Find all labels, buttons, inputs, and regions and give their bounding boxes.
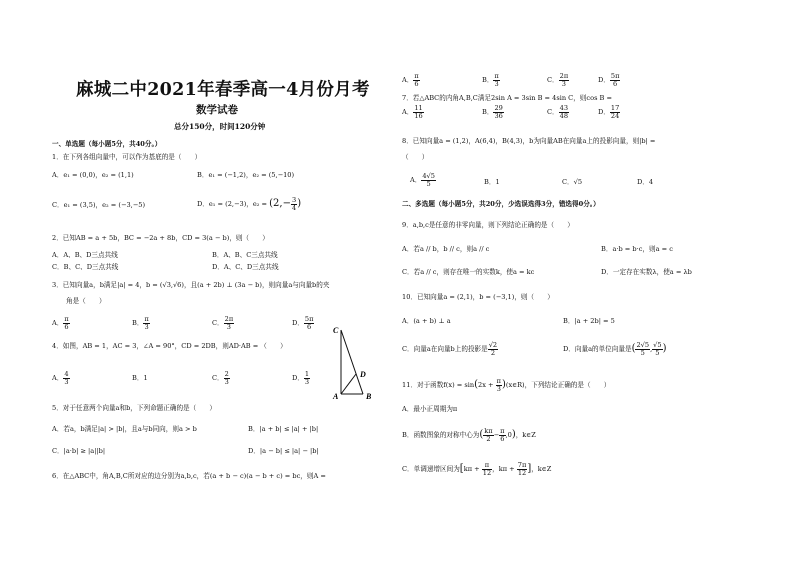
q6a-num: π (414, 71, 419, 80)
q6d-num: 5π (610, 71, 620, 80)
q1-option-d (197, 196, 301, 212)
q8-option-a (410, 172, 436, 188)
label-b: B (366, 392, 372, 401)
q10-option-b: B．|a + 2b| = 5 (563, 317, 615, 325)
q6d-den: 6 (613, 79, 618, 88)
q3a-label: A． (52, 319, 64, 327)
q3b-den: 3 (144, 322, 149, 331)
question-8-line-1: 8．已知向量a = (1,2)，A(6,4)，B(4,3)，b为向量AB在向量a上的投影向量，则|b| = (402, 137, 656, 145)
q4-option-c (212, 370, 230, 386)
q8a-label: A． (410, 176, 422, 184)
page-title: 麻城二中2021年春季高一4月份月考 (76, 80, 370, 100)
q4-option-a (52, 370, 70, 386)
q5-option-c: C．|a·b| ≥ |a||b| (52, 447, 106, 455)
q4c-den: 3 (224, 377, 229, 386)
q11b-den-2: 6 (500, 434, 505, 443)
q11c-mid: ，kπ + (492, 465, 517, 473)
exam-info: 总分150分，时间120分钟 (174, 122, 266, 131)
q4d-label: D． (292, 374, 304, 382)
q10-option-c (402, 341, 498, 357)
q4a-num: 4 (64, 369, 69, 378)
q1d-close: ) (297, 198, 302, 209)
q6c-num: 2π (559, 71, 569, 80)
q7d-num: 17 (610, 103, 620, 112)
q3a-den: 6 (64, 322, 69, 331)
question-11: 11．对于函数f(x) = sin(2x + $\frac{\pi}{3}$ )(x∈R)，下列结论正确的是（ ） (402, 376, 611, 393)
triangle-figure (330, 322, 386, 402)
q3d-label: D． (292, 319, 304, 327)
q11c-suffix: ，k∈Z (531, 465, 552, 473)
q11-suffix: (x∈R)，下列结论正确的是（ ） (505, 381, 611, 389)
q11b-num-2: π (500, 426, 505, 435)
q6b-label: B． (482, 76, 494, 84)
q5-option-b: B．|a + b| ≤ |a| + |b| (248, 425, 319, 433)
q9-option-d: D．一定存在实数λ，使a = λb (601, 268, 692, 276)
q10-option-a: A．(a + b) ⊥ a (402, 317, 451, 325)
q11c-den-2: 12 (517, 468, 527, 477)
q11-inner-num: π (496, 376, 502, 385)
section-multi-choice: 二、多选题（每小题5分，共20分，少选误选得3分，错选得0分。） (402, 200, 600, 208)
q8a-den: 5 (426, 179, 431, 188)
q4c-label: C． (212, 374, 224, 382)
q9-option-a: A．若a // b，b // c，则a // c (402, 245, 490, 253)
edge-cb (341, 330, 363, 394)
q11-prefix: 11．对于函数 (402, 381, 444, 389)
q10-option-d: D．向量a的单位向量是( $\frac{2√5}{5}$ , $\frac{√5}{5}$ ) (563, 340, 667, 357)
q1-option-c: C．e₁ = (3,5)，e₂ = (−3,−5) (52, 201, 146, 209)
q11-inner-den: 3 (496, 384, 501, 393)
q7b-label: B． (482, 108, 494, 116)
q10d-text: D．向量a的单位向量是 (563, 345, 632, 353)
q2-option-d: D．A、C、D三点共线 (212, 263, 279, 271)
q1-option-a: A．e₁ = (0,0)，e₂ = (1,1) (52, 171, 134, 179)
q7c-label: C． (547, 108, 559, 116)
question-2: 2．已知AB = a + 5b，BC = −2a + 8b，CD = 3(a − b)，则（ ） (52, 234, 269, 242)
q3c-den: 3 (226, 322, 231, 331)
q3d-num: 5π (304, 314, 314, 323)
q11c-den-1: 12 (482, 468, 492, 477)
q1d-open: (2,− (269, 198, 291, 209)
question-1: 1．在下列各组向量中，可以作为基底的是（ ） (52, 153, 202, 161)
q9-option-c: C．若a // c，则存在唯一的实数k，使a = kc (402, 268, 535, 276)
q6-option-a (402, 72, 420, 88)
q7-option-c (547, 104, 569, 120)
q10c-num: √2 (488, 340, 498, 349)
q11c-open: kπ + (463, 465, 482, 473)
q7a-label: A． (402, 108, 414, 116)
q7-option-d (598, 104, 620, 120)
q7a-num: 11 (414, 103, 423, 112)
q4d-den: 3 (304, 377, 310, 386)
q11b-suffix: ，k∈Z (515, 431, 536, 439)
q7-option-b (482, 104, 504, 120)
question-3-line-2: 角是（ ） (66, 297, 106, 305)
q6b-den: 3 (494, 79, 499, 88)
label-a: A (333, 392, 339, 401)
q6-option-c (547, 72, 569, 88)
q11-inner: 2x + (478, 381, 496, 389)
q7d-den: 24 (610, 111, 620, 120)
q10c-den: 2 (490, 348, 496, 357)
q7d-label: D． (598, 108, 610, 116)
q11-option-a: A．最小正周期为π (402, 405, 458, 413)
q2-option-c: C．B、C、D三点共线 (52, 263, 119, 271)
q4a-label: A． (52, 374, 64, 382)
q1d-den: 4 (291, 203, 297, 212)
q4b-label: B． (132, 374, 144, 382)
q3d-den: 6 (307, 322, 312, 331)
q2-option-b: B．A、B、C三点共线 (212, 251, 278, 259)
q4a-den: 3 (64, 377, 69, 386)
q9-option-b: B．a·b = b·c，则a = c (601, 245, 673, 253)
q6d-label: D． (598, 76, 610, 84)
q3b-num: π (144, 314, 149, 323)
q7c-num: 43 (559, 103, 569, 112)
q11c-num-1: π (482, 462, 492, 470)
question-7: 7．若△ABC的内角A,B,C满足2sin A = 3sin B = 4sin C，则cos B = (402, 94, 613, 102)
segment-ad (341, 374, 356, 394)
q5-option-a: A．若a，b满足|a| > |b|，且a与b同向，则a > b (52, 425, 197, 433)
question-4: 4．如图，AB = 1，AC = 3，∠A = 90°，CD = 2DB，则AD·AB = （ ） (52, 342, 287, 350)
q6b-num: π (494, 71, 499, 80)
q7c-den: 48 (559, 111, 569, 120)
q11b-den-1: 2 (486, 434, 491, 443)
q3a-num: π (64, 314, 69, 323)
label-d: D (360, 370, 366, 379)
question-5: 5．对于任意两个向量a和b，下列命题正确的是（ ） (52, 404, 217, 412)
q10d-num-2: √5 (653, 340, 662, 349)
q11-option-b: B．函数图象的对称中心为( $\frac{k\pi}{2}$ − $\frac{\pi}{6}$ ,0)，k∈Z (402, 426, 536, 443)
q3b-label: B． (132, 319, 144, 327)
q4-option-b (132, 374, 148, 382)
q3c-num: 2π (224, 314, 234, 323)
q3-option-a (52, 315, 70, 331)
q11c-num-2: 7π (517, 460, 527, 469)
q4-option-d (292, 370, 310, 386)
q7b-num: 29 (494, 103, 503, 112)
q6a-den: 6 (414, 79, 419, 88)
q6c-label: C． (547, 76, 559, 84)
q11b-text: B．函数图象的对称中心为 (402, 431, 480, 439)
question-3-line-1: 3．已知向量a，b满足|a| = 4，b = (√3,√6)，且(a + 2b) ⊥ (3a − b)，则向量a与向量b的夹 (52, 281, 330, 289)
q7b-den: 36 (494, 111, 503, 120)
q1d-num: 3 (291, 195, 297, 204)
q6a-label: A． (402, 76, 414, 84)
q11-function: f(x) = sin (443, 381, 475, 389)
q10d-den-1: 5 (640, 348, 645, 357)
page-subtitle: 数学试卷 (196, 104, 238, 116)
q6c-den: 3 (561, 79, 566, 88)
q8-option-c: C．√5 (562, 178, 583, 186)
q7-option-a (402, 104, 424, 120)
q5-option-d: D．|a − b| ≤ |a| − |b| (248, 447, 319, 455)
q8-option-d: D．4 (637, 178, 654, 186)
q11b-num-1: kπ (484, 426, 493, 435)
q3-option-b (132, 315, 150, 331)
q10d-den-2: 5 (655, 348, 660, 357)
q6-options (402, 72, 767, 90)
q10c-text: C．向量a在向量b上的投影是 (402, 345, 488, 353)
section-single-choice: 一、单选题（每小题5分，共40分。） (52, 140, 162, 148)
q4c-num: 2 (224, 369, 229, 378)
q7a-den: 16 (414, 111, 423, 120)
q4d-num: 1 (304, 369, 310, 378)
q4b-value: 1 (143, 374, 148, 382)
q11-option-c: C．单调递增区间为[kπ + $\frac{\pi}{12}$ ，kπ + $\frac{7\pi}{12}$ ]，k∈Z (402, 460, 552, 477)
q3c-label: C． (212, 319, 224, 327)
q8a-num: 4√5 (422, 171, 435, 180)
q6-option-b (482, 72, 500, 88)
question-6: 6．在△ABC中，角A,B,C所对应的边分别为a,b,c，若(a + b − c)(a − b + c) = bc，则A = (52, 472, 326, 480)
q7-options (402, 104, 767, 122)
q3-option-c (212, 315, 234, 331)
q1-option-b: B．e₁ = (−1,2)，e₂ = (5,−10) (197, 171, 295, 179)
q6-option-d (598, 72, 620, 88)
q8-option-b: B．1 (484, 178, 500, 186)
question-9: 9．a,b,c是任意的非零向量，则下列结论正确的是（ ） (402, 221, 574, 229)
q3-option-d (292, 315, 314, 331)
q10d-num-1: 2√5 (636, 340, 650, 349)
q11c-text: C．单调递增区间为 (402, 465, 460, 473)
question-8-line-2: （ ） (402, 153, 429, 161)
q1d-prefix: D．e₁ = (2,−3)，e₂ = (197, 200, 270, 208)
q2-option-a: A．A、B、D三点共线 (52, 251, 118, 259)
question-10: 10．已知向量a = (2,1)，b = (−3,1)，则（ ） (402, 293, 554, 301)
label-c: C (333, 326, 339, 335)
